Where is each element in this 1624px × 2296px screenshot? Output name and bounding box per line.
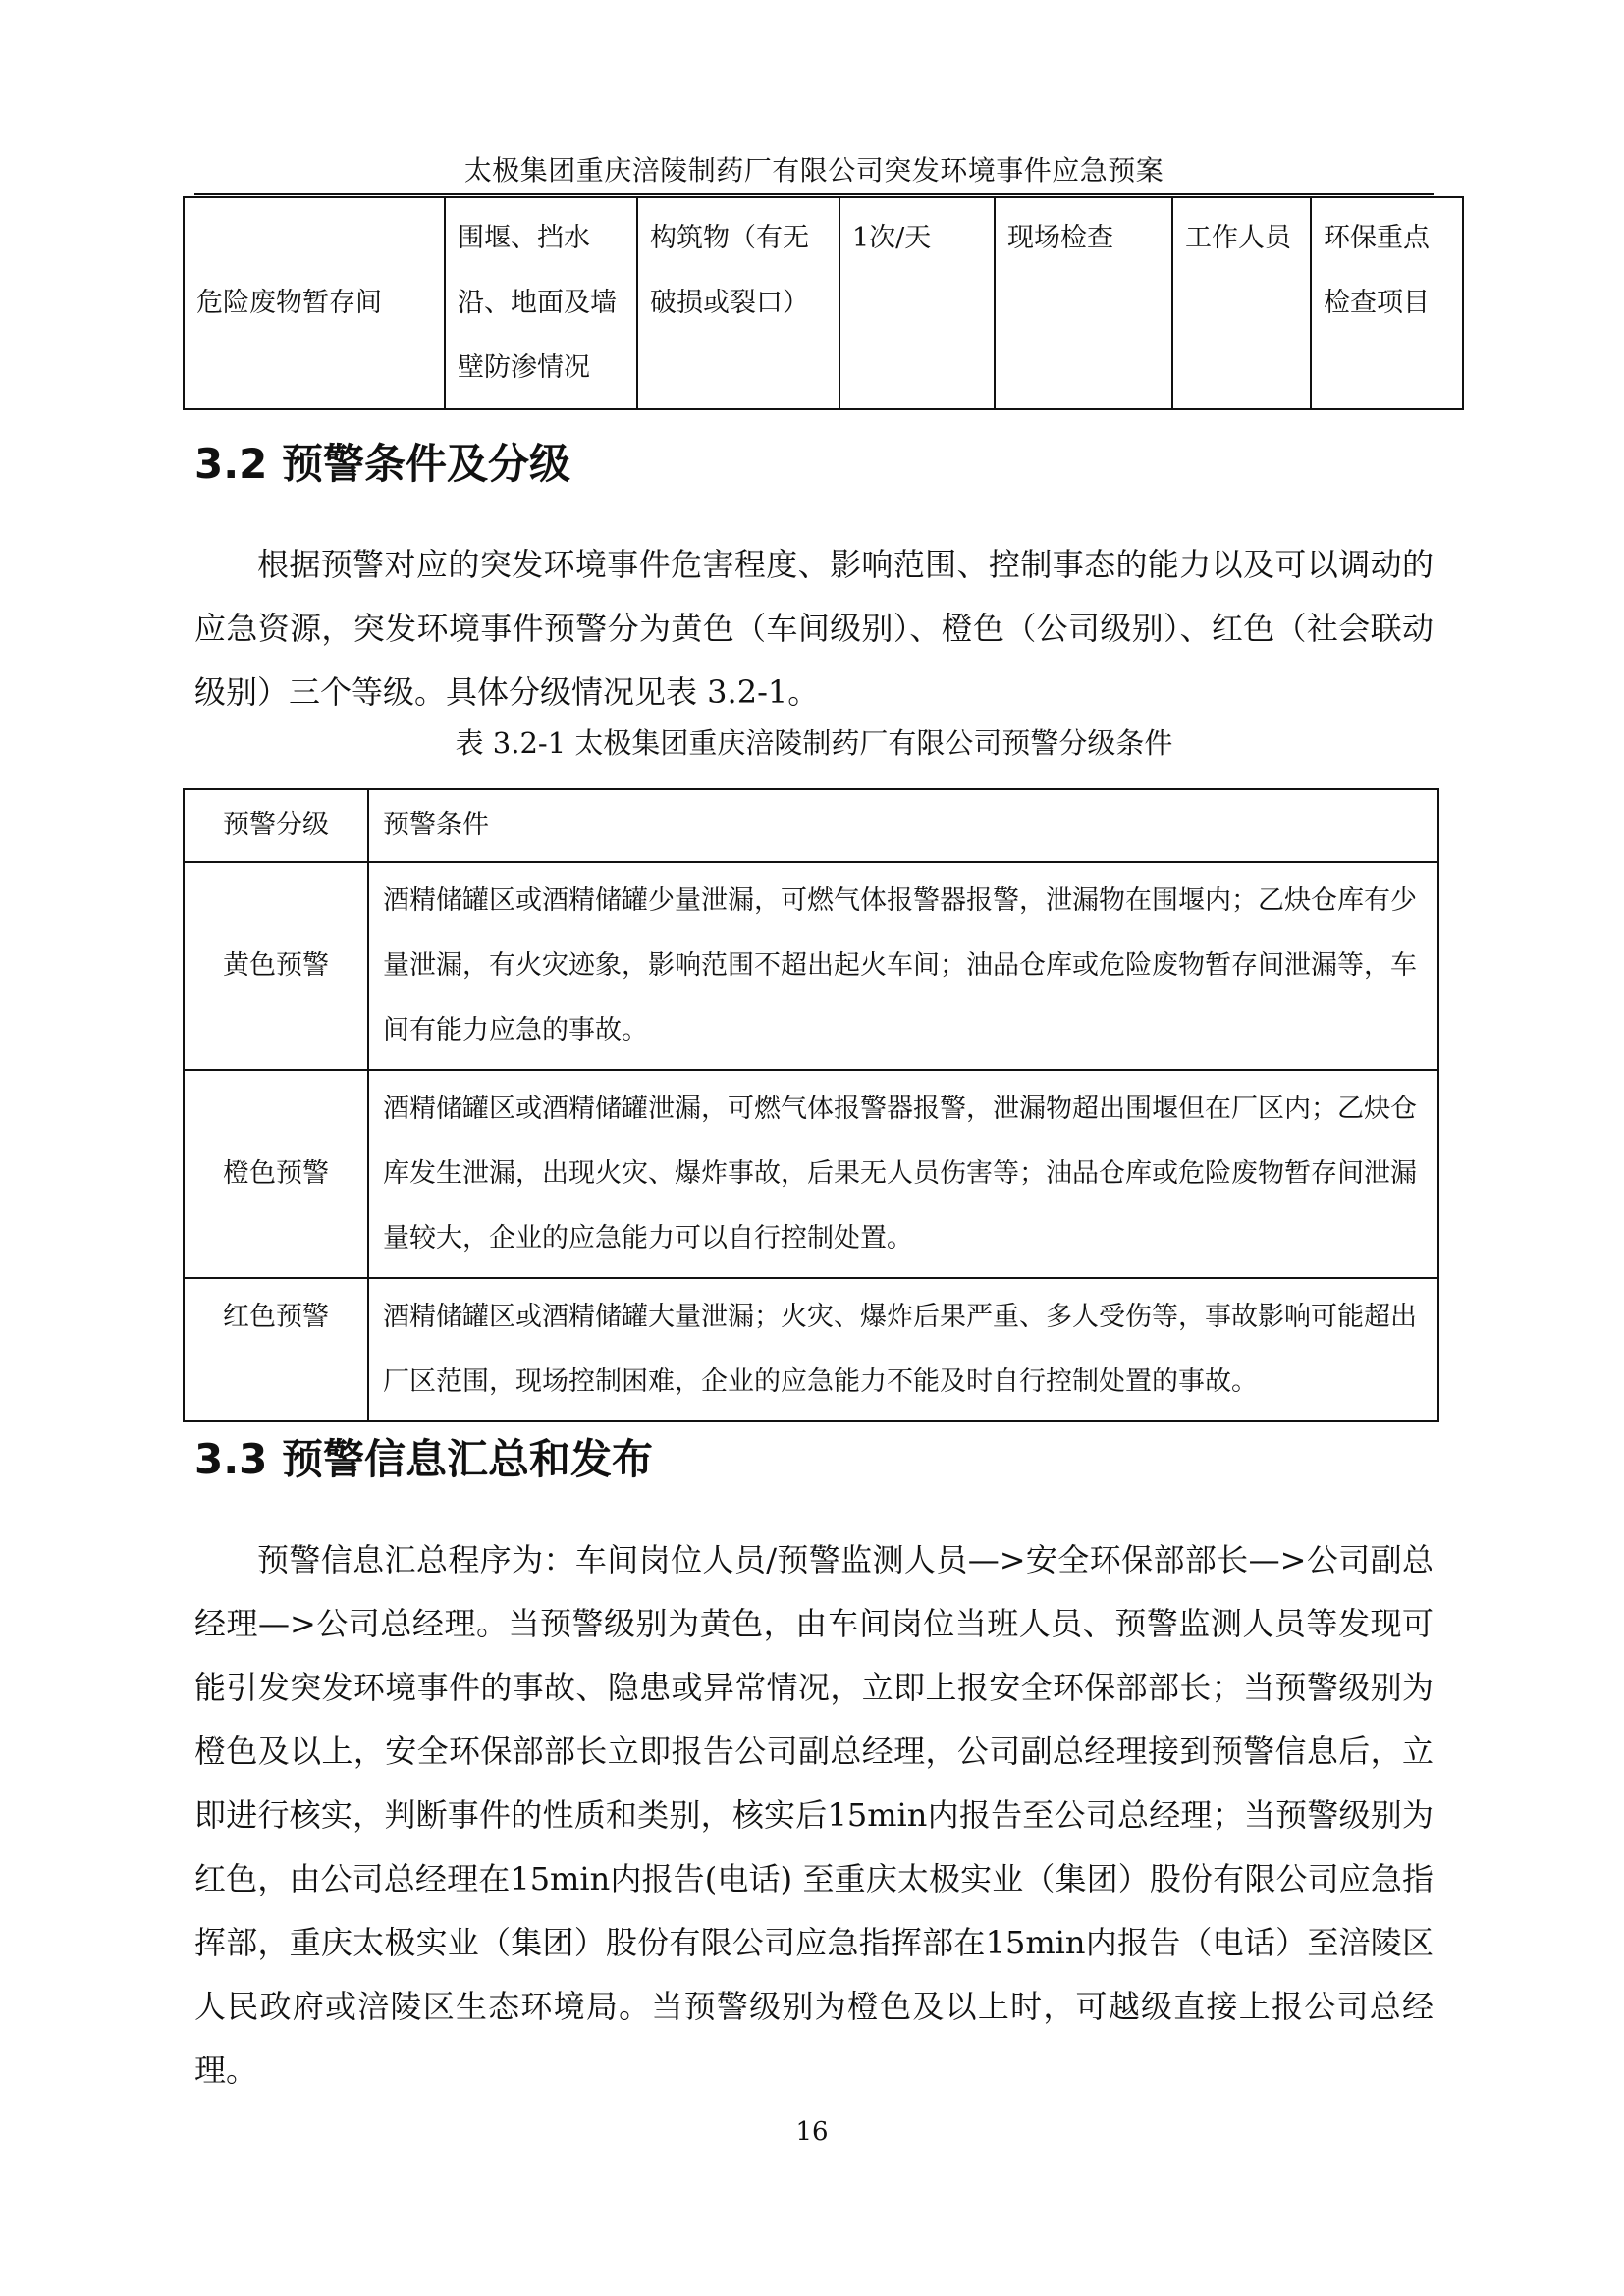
level-cell-red: 红色预警 — [184, 1278, 368, 1421]
column-header-condition: 预警条件 — [368, 789, 1438, 862]
condition-cell: 酒精储罐区或酒精储罐泄漏，可燃气体报警器报警，泄漏物超出围堰但在厂区内；乙炔仓库发生泄漏，出现火灾、爆炸事故，后果无人员伤害等；油品仓库或危险废物暂存间泄漏量较大，企业的应急能力可以自行控制处置。 — [368, 1070, 1438, 1278]
table-header-row — [184, 789, 1438, 862]
inspection-table-continuation — [183, 196, 1464, 410]
header-rule — [194, 193, 1434, 195]
level-cell-yellow: 黄色预警 — [184, 862, 368, 1070]
table-caption: 表 3.2-1 太极集团重庆涪陵制药厂有限公司预警分级条件 — [455, 726, 1173, 760]
frequency-cell: 1次/天 — [839, 197, 995, 409]
section-3-3-body — [194, 1528, 1434, 2103]
table-row — [184, 862, 1438, 1070]
page-number: 16 — [795, 2117, 829, 2147]
location-cell: 危险废物暂存间 — [184, 197, 445, 409]
section-heading-3-3: 3.3 预警信息汇总和发布 — [194, 1435, 654, 1483]
warning-level-table — [183, 788, 1439, 1422]
paragraph: 预警信息汇总程序为：车间岗位人员/预警监测人员—>安全环保部部长—>公司副总经理—>公司总经理。当预警级别为黄色，由车间岗位当班人员、预警监测人员等发现可能引发突发环境事件的事故、隐患或异常情况，立即上报安全环保部部长；当预警级别为橙色及以上，安全环保部部长立即报告公司副总经理，公司副总经理接到预警信息后，立即进行核实，判断事件的性质和类别，核实后15min内报告至公司总经理；当预警级别为红色，由公司总经理在15min内报告(电话) 至重庆太极实业（集团）股份有限公司应急指挥部，重庆太极实业（集团）股份有限公司应急指挥部在15min内报告（电话）至涪陵区人民政府或涪陵区生态环境局。当预警级别为橙色及以上时，可越级直接上报公司总经理。 — [194, 1541, 1434, 2089]
responsible-cell: 工作人员 — [1172, 197, 1311, 409]
section-3-2-body — [194, 533, 1434, 724]
table-row — [184, 197, 1463, 409]
table-row — [184, 1070, 1438, 1278]
table-row — [184, 1278, 1438, 1421]
item-cell: 围堰、挡水沿、地面及墙壁防渗情况 — [445, 197, 637, 409]
content-cell: 构筑物（有无破损或裂口） — [637, 197, 839, 409]
level-cell-orange: 橙色预警 — [184, 1070, 368, 1278]
paragraph: 根据预警对应的突发环境事件危害程度、影响范围、控制事态的能力以及可以调动的应急资源，突发环境事件预警分为黄色（车间级别）、橙色（公司级别）、红色（社会联动级别）三个等级。具体分级情况见表 3.2-1。 — [194, 546, 1434, 711]
method-cell: 现场检查 — [995, 197, 1172, 409]
condition-cell: 酒精储罐区或酒精储罐少量泄漏，可燃气体报警器报警，泄漏物在围堰内；乙炔仓库有少量泄漏，有火灾迹象，影响范围不超出起火车间；油品仓库或危险废物暂存间泄漏等，车间有能力应急的事故。 — [368, 862, 1438, 1070]
section-heading-3-2: 3.2 预警条件及分级 — [194, 440, 571, 488]
document-header: 太极集团重庆涪陵制药厂有限公司突发环境事件应急预案 — [463, 154, 1164, 187]
note-cell: 环保重点检查项目 — [1311, 197, 1463, 409]
column-header-level: 预警分级 — [184, 789, 368, 862]
condition-cell: 酒精储罐区或酒精储罐大量泄漏；火灾、爆炸后果严重、多人受伤等，事故影响可能超出厂区范围，现场控制困难，企业的应急能力不能及时自行控制处置的事故。 — [368, 1278, 1438, 1421]
